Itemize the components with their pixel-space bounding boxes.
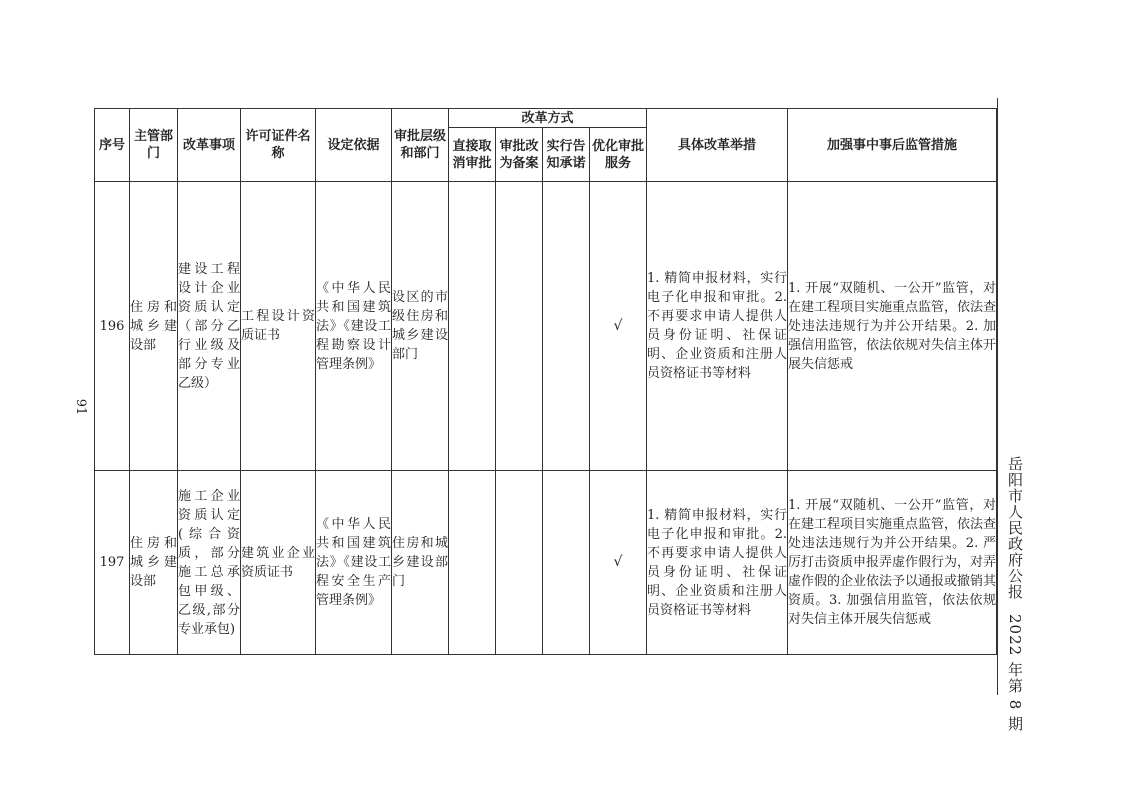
- page-number: 91: [73, 398, 88, 416]
- header-supervision: 加强事中事后监管措施: [788, 109, 997, 182]
- header-basis: 设定依据: [316, 109, 392, 182]
- cell-license: 工程设计资质证书: [241, 182, 316, 471]
- cell-method-cancel: [449, 182, 496, 471]
- cell-method-filing: [496, 471, 543, 655]
- header-method-optimize: 优化审批服务: [590, 128, 647, 182]
- cell-supervision: 1. 开展“双随机、一公开”监管，对在建工程项目实施重点监管，依法查处违法违规行为并公开结果。2. 严厉打击资质申报弄虚作假行为，对弄虚作假的企业依法予以通报或撤销其资质。3. 加强信用监管，依法依规对失信主体开展失信惩戒: [788, 471, 997, 655]
- table-row: [95, 182, 997, 471]
- cell-supervision: 1. 开展“双随机、一公开”监管，对在建工程项目实施重点监管，依法查处违法违规行为并公开结果。2. 加强信用监管，依法依规对失信主体开展失信惩戒: [788, 182, 997, 471]
- header-method-notify: 实行告知承诺: [543, 128, 590, 182]
- cell-method-filing: [496, 182, 543, 471]
- header-row: [95, 109, 997, 128]
- publication-title: 岳阳市人民政府公报: [1006, 456, 1024, 600]
- cell-method-optimize-check: √: [590, 471, 647, 655]
- cell-method-notify: [543, 471, 590, 655]
- cell-measures: 1. 精简申报材料，实行电子化申报和审批。2. 不再要求申请人提供人员身份证明、社保证明、企业资质和注册人员资格证书等材料: [647, 471, 788, 655]
- cell-method-optimize-check: √: [590, 182, 647, 471]
- header-method-cancel: 直接取消审批: [449, 128, 496, 182]
- header-item: 改革事项: [178, 109, 241, 182]
- table-row: [95, 471, 997, 655]
- header-seq: 序号: [95, 109, 130, 182]
- cell-department: 住房和城乡建设部: [130, 182, 178, 471]
- cell-level: 设区的市级住房和城乡建设部门: [392, 182, 449, 471]
- cell-level: 住房和城乡建设部门: [392, 471, 449, 655]
- cell-item: 建设工程设计企业资质认定（部分乙行业级及部分专业乙级）: [178, 182, 241, 471]
- cell-basis: 《中华人民共和国建筑法》《建设工程勘察设计管理条例》: [316, 182, 392, 471]
- cell-basis: 《中华人民共和国建筑法》《建设工程安全生产管理条例》: [316, 471, 392, 655]
- cell-method-cancel: [449, 471, 496, 655]
- cell-department: 住房和城乡建设部: [130, 471, 178, 655]
- cell-seq: 196: [95, 182, 130, 471]
- header-level: 审批层级和部门: [392, 109, 449, 182]
- header-method-filing: 审批改为备案: [496, 128, 543, 182]
- header-license: 许可证件名称: [241, 109, 316, 182]
- running-header: [1000, 456, 1030, 733]
- reform-table: [94, 108, 997, 655]
- cell-measures: 1. 精简申报材料，实行电子化申报和审批。2. 不再要求申请人提供人员身份证明、社保证明、企业资质和注册人员资格证书等材料: [647, 182, 788, 471]
- cell-method-notify: [543, 182, 590, 471]
- header-measures: 具体改革举措: [647, 109, 788, 182]
- side-rule: [997, 98, 998, 695]
- header-department: 主管部门: [130, 109, 178, 182]
- cell-license: 建筑业企业资质证书: [241, 471, 316, 655]
- header-reform-method: 改革方式: [449, 109, 647, 128]
- cell-item: 施工企业资质认定(综合资质，部分施工总承包甲级、乙级,部分专业承包): [178, 471, 241, 655]
- cell-seq: 197: [95, 471, 130, 655]
- issue-label: 2022 年第 8 期: [1006, 614, 1024, 733]
